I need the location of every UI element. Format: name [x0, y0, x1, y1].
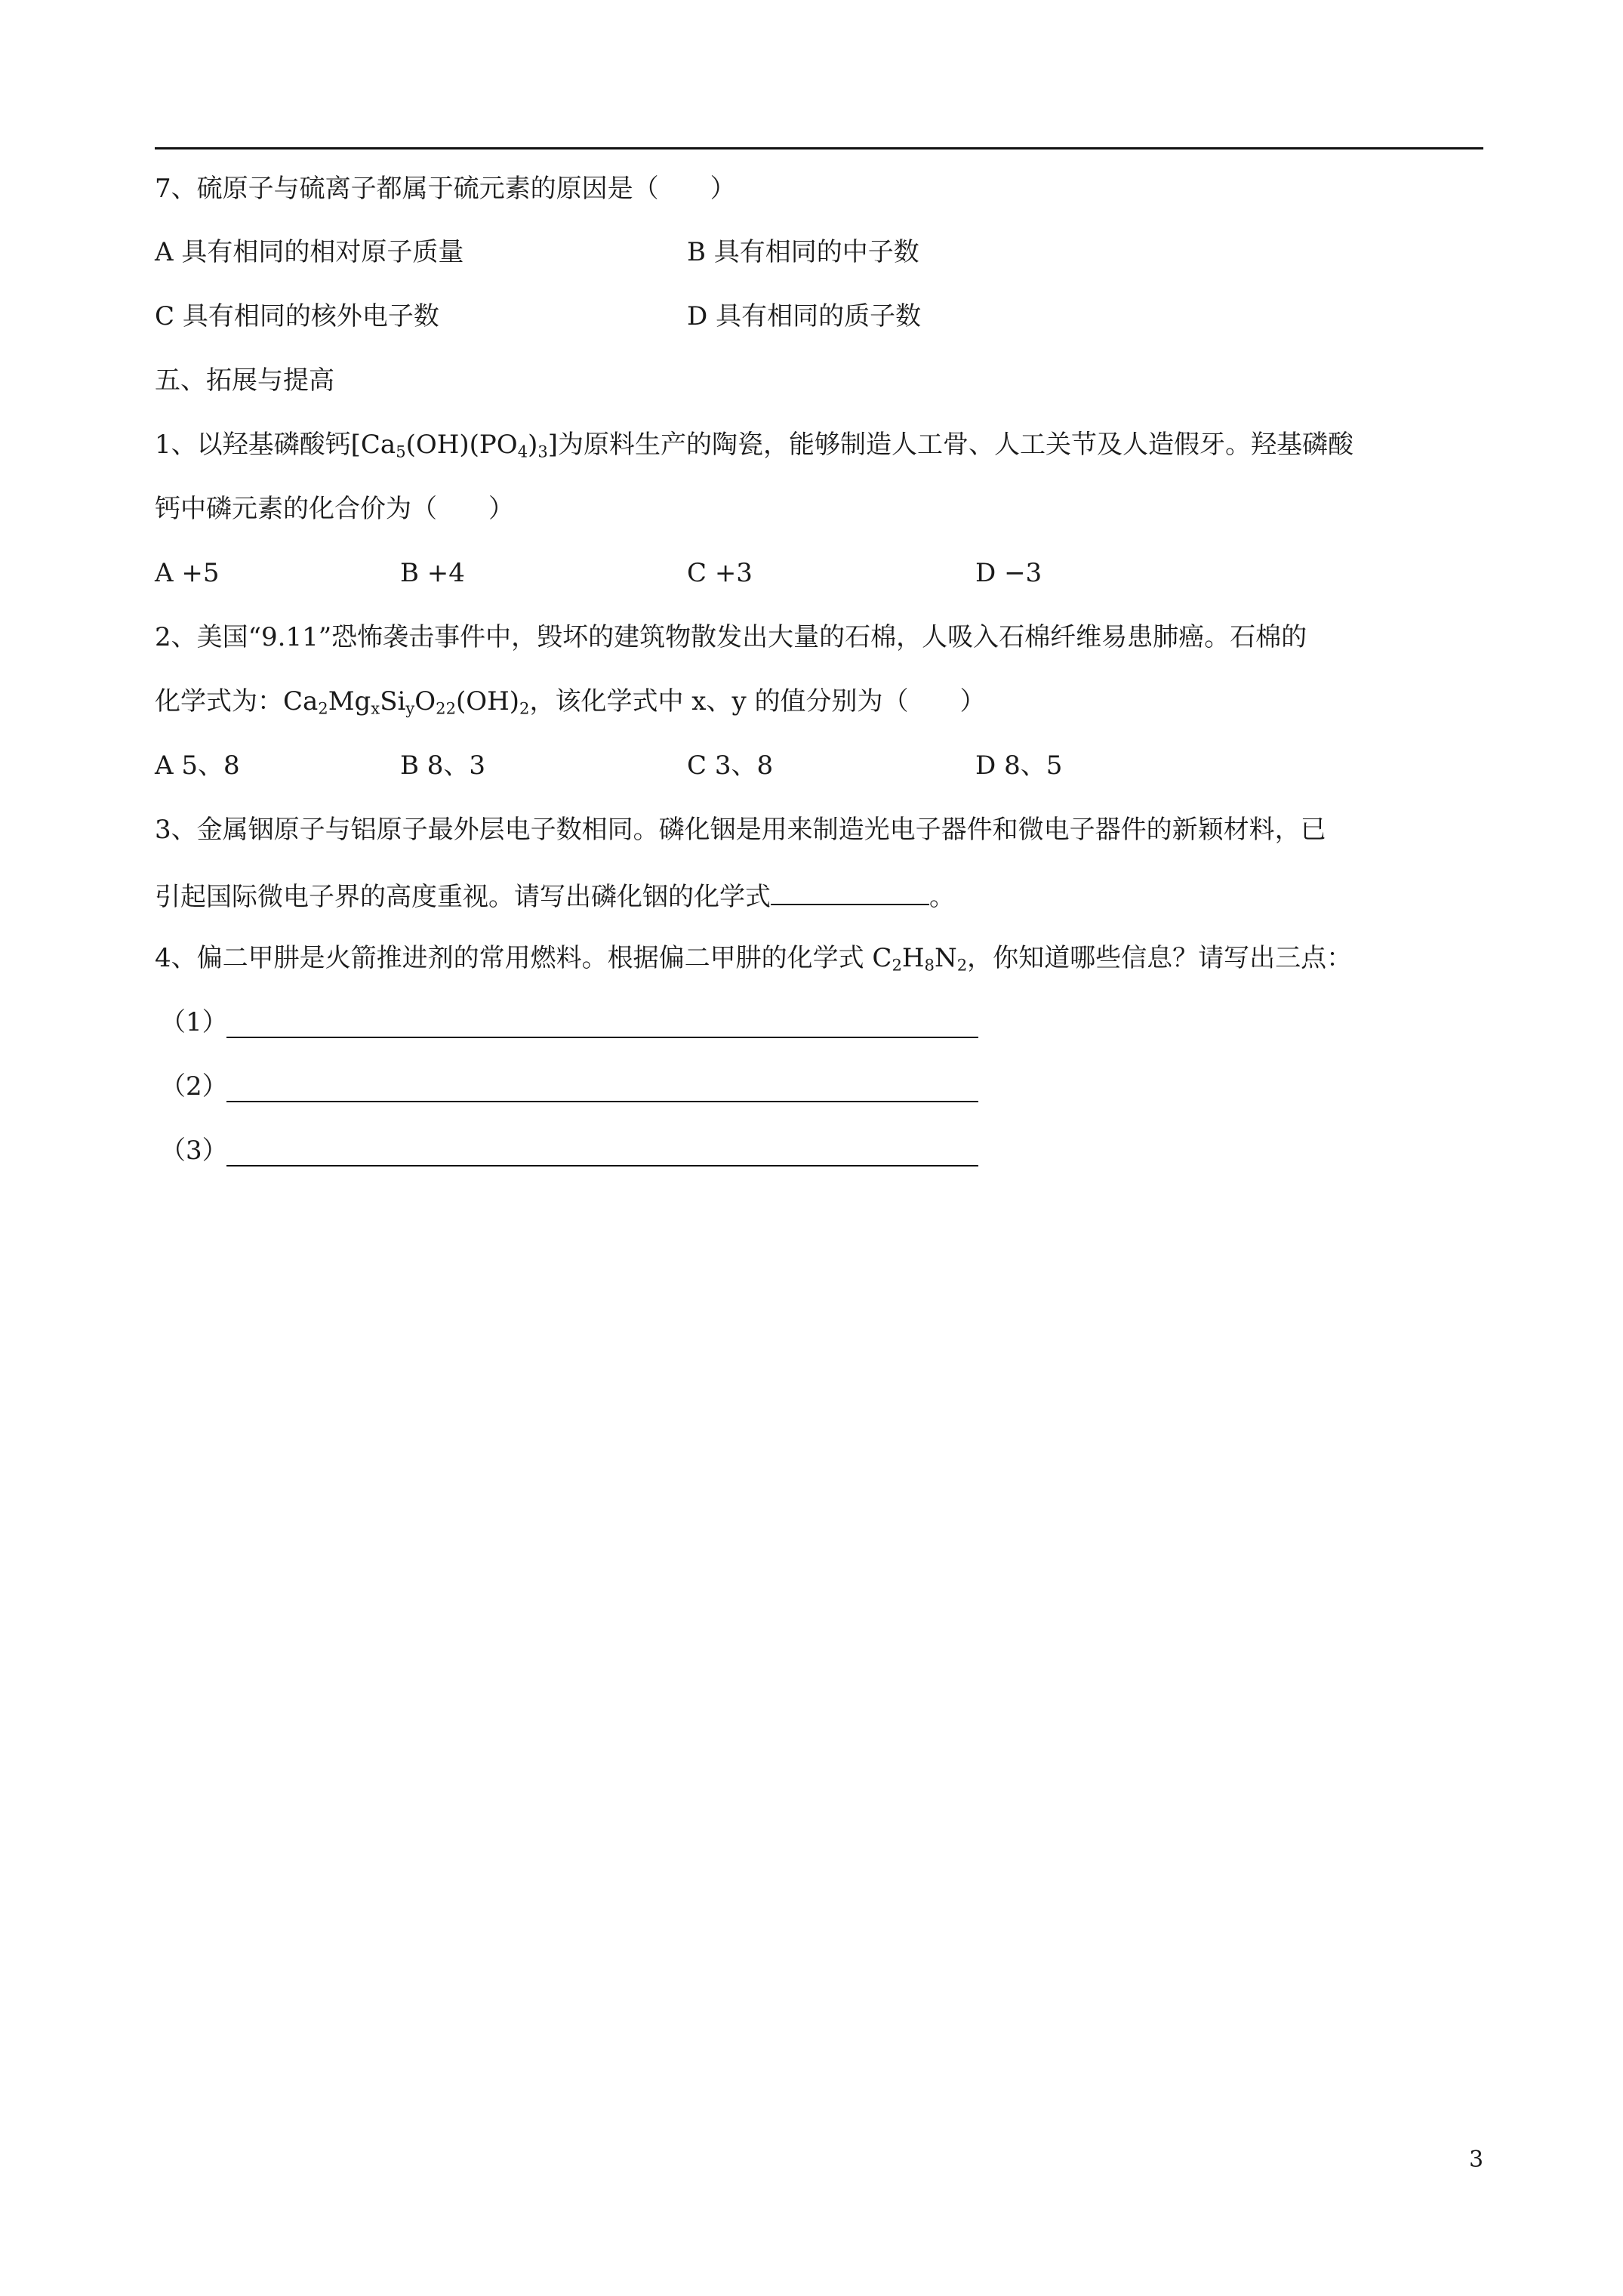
q7-option-c: C 具有相同的核外电子数	[155, 301, 439, 331]
e2-option-c: C 3、8	[687, 750, 774, 781]
answer-line-2[interactable]	[226, 1101, 978, 1102]
q7-option-a: A 具有相同的相对原子质量	[155, 237, 464, 267]
e1-option-c: C +3	[687, 558, 753, 588]
answer-label-3: （3）	[160, 1136, 228, 1166]
header-rule	[155, 147, 1483, 149]
q7-stem: 7、硫原子与硫离子都属于硫元素的原因是（ ）	[155, 174, 736, 204]
answer-label-2: （2）	[160, 1071, 228, 1102]
e1-stem-line2: 钙中磷元素的化合价为（ ）	[155, 494, 514, 524]
formula-answer-blank[interactable]	[771, 881, 929, 905]
answer-line-3[interactable]	[226, 1165, 978, 1166]
e2-stem-line1: 2、美国“9.11”恐怖袭击事件中，毁坏的建筑物散发出大量的石棉，人吸入石棉纤维易患肺癌。石棉的	[155, 622, 1307, 652]
page-number: 3	[1469, 2147, 1484, 2173]
e2-option-a: A 5、8	[155, 750, 240, 781]
e1-option-d: D −3	[975, 558, 1042, 588]
e2-option-b: B 8、3	[400, 750, 486, 781]
e4-stem: 4、偏二甲肼是火箭推进剂的常用燃料。根据偏二甲肼的化学式 $C_2H_8N_2$，你知道哪些信息？请写出三点：	[155, 943, 1353, 975]
e3-stem-line2: 引起国际微电子界的高度重视。请写出磷化铟的化学式 。	[155, 882, 955, 912]
answer-line-1[interactable]	[226, 1037, 978, 1038]
e3-stem-line1: 3、金属铟原子与铝原子最外层电子数相同。磷化铟是用来制造光电子器件和微电子器件的新颖材料，已	[155, 815, 1326, 845]
e1-option-a: A +5	[155, 558, 220, 588]
e1-option-b: B +4	[400, 558, 465, 588]
q7-option-b: B 具有相同的中子数	[687, 237, 919, 267]
answer-label-1: （1）	[160, 1007, 228, 1037]
q7-option-d: D 具有相同的质子数	[687, 301, 922, 331]
section-title: 五、拓展与提高	[155, 365, 334, 396]
e1-stem-line1: 1、以羟基磷酸钙$[Ca_5(OH)(PO_4)_3]$为原料生产的陶瓷，能够制造人工骨、人工关节及人造假牙。羟基磷酸	[155, 430, 1354, 461]
e2-stem-line2: 化学式为：$Ca_2Mg_xSi_yO_{22}(OH)_2$，该化学式中 x、y 的值分别为（ ）	[155, 686, 986, 718]
e2-option-d: D 8、5	[975, 750, 1063, 781]
